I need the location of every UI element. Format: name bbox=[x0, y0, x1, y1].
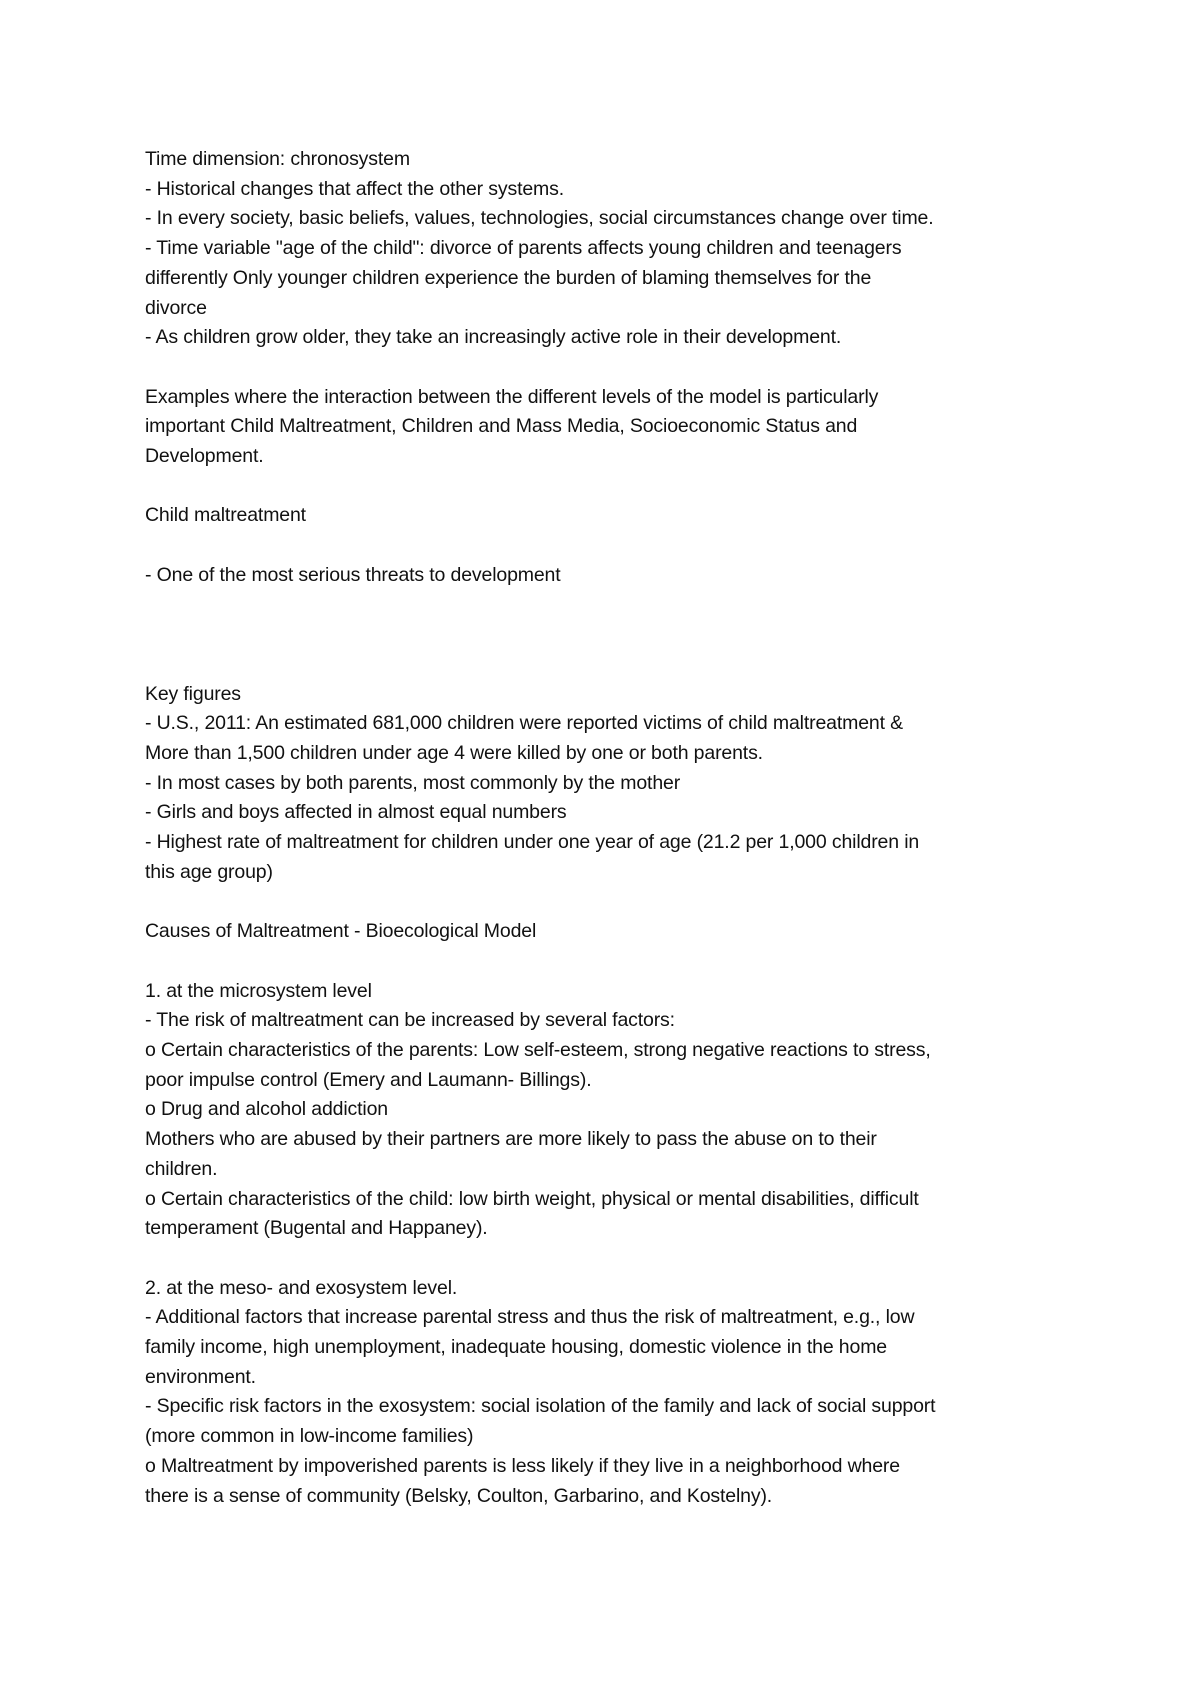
text-line: important Child Maltreatment, Children and Mass Media, Socioeconomic Status and bbox=[145, 415, 858, 438]
text-line: - One of the most serious threats to development bbox=[145, 563, 561, 586]
text-line: differently Only younger children experience the burden of blaming themselves for the bbox=[145, 266, 872, 289]
paragraph-gap bbox=[145, 888, 1075, 918]
text-line: there is a sense of community (Belsky, Coulton, Garbarino, and Kostelny). bbox=[145, 1484, 773, 1507]
subheading-meso-exosystem: 2. at the meso- and exosystem level. bbox=[145, 1276, 458, 1299]
paragraph-gap bbox=[145, 1244, 1075, 1274]
text-line: poor impulse control (Emery and Laumann- Billings). bbox=[145, 1068, 592, 1091]
paragraph-gap bbox=[145, 353, 1075, 383]
text-line: More than 1,500 children under age 4 were killed by one or both parents. bbox=[145, 742, 763, 764]
text-line: - Highest rate of maltreatment for children under one year of age (21.2 per 1,000 children in bbox=[145, 831, 920, 854]
paragraph-gap bbox=[145, 472, 1075, 502]
text-line: - In most cases by both parents, most commonly by the mother bbox=[145, 771, 681, 794]
text-line: - Specific risk factors in the exosystem: social isolation of the family and lack of social support bbox=[145, 1395, 936, 1418]
text-line: - The risk of maltreatment can be increased by several factors: bbox=[145, 1009, 675, 1032]
text-line: this age group) bbox=[145, 860, 273, 883]
text-line: children. bbox=[145, 1157, 218, 1180]
section-heading-chronosystem: Time dimension: chronosystem bbox=[145, 148, 410, 170]
text-line: family income, high unemployment, inadequate housing, domestic violence in the home bbox=[145, 1336, 887, 1359]
text-line: - Time variable "age of the child": divorce of parents affects young children and teenagers bbox=[145, 237, 902, 260]
paragraph-gap bbox=[145, 947, 1075, 977]
text-line: o Certain characteristics of the child: low birth weight, physical or mental disabilities, difficult bbox=[145, 1187, 919, 1210]
text-line: - Historical changes that affect the other systems. bbox=[145, 177, 565, 200]
text-line: environment. bbox=[145, 1365, 256, 1388]
section-heading-child-maltreatment: Child maltreatment bbox=[145, 504, 306, 527]
text-line: Examples where the interaction between the different levels of the model is particularly bbox=[145, 385, 879, 408]
text-line: o Drug and alcohol addiction bbox=[145, 1098, 388, 1121]
text-line: - As children grow older, they take an increasingly active role in their development. bbox=[145, 326, 842, 349]
text-line: o Certain characteristics of the parents: Low self-esteem, strong negative reactions to stress, bbox=[145, 1039, 931, 1061]
text-line: temperament (Bugental and Happaney). bbox=[145, 1217, 488, 1240]
text-line: Development. bbox=[145, 445, 264, 468]
text-line: divorce bbox=[145, 296, 207, 319]
text-line: - U.S., 2011: An estimated 681,000 children were reported victims of child maltreatment & bbox=[145, 712, 903, 735]
text-line: o Maltreatment by impoverished parents is less likely if they live in a neighborhood where bbox=[145, 1454, 900, 1477]
text-line: - Additional factors that increase parental stress and thus the risk of maltreatment, e.g., low bbox=[145, 1306, 915, 1329]
text-line: (more common in low-income families) bbox=[145, 1425, 474, 1448]
paragraph-gap bbox=[145, 531, 1075, 561]
section-heading-causes: Causes of Maltreatment - Bioecological Model bbox=[145, 920, 537, 943]
text-line: - Girls and boys affected in almost equal numbers bbox=[145, 801, 567, 824]
paragraph-gap bbox=[145, 591, 1075, 680]
text-line: - In every society, basic beliefs, values, technologies, social circumstances change over time. bbox=[145, 207, 934, 230]
subheading-microsystem: 1. at the microsystem level bbox=[145, 979, 372, 1002]
section-heading-key-figures: Key figures bbox=[145, 682, 241, 705]
text-line: Mothers who are abused by their partners are more likely to pass the abuse on to their bbox=[145, 1128, 877, 1151]
document-body bbox=[145, 145, 1075, 1511]
